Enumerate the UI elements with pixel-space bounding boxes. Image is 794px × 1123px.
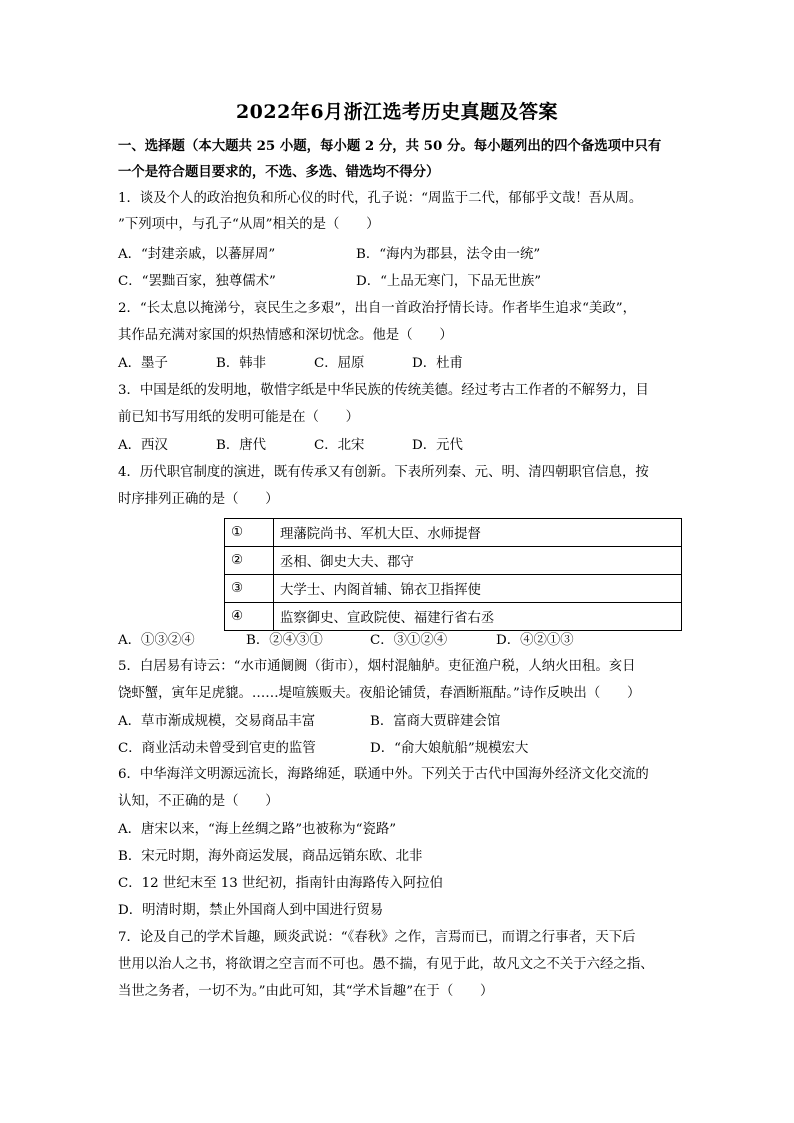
question-3-stem-line-2: 前已知书写用纸的发明可能是在（ ） [118,410,360,425]
question-3-option-d: D．元代 [412,438,463,453]
table-row-text: 大学士、内阁首辅、锦衣卫指挥使 [274,575,682,603]
section-heading-line-2: 一个是符合题目要求的，不选、多选、错选均不得分） [118,164,440,180]
question-5-option-a: A．草市渐成规模，交易商品丰富 [118,714,316,729]
table-row-number: ③ [225,575,274,603]
question-2-option-d: D．杜甫 [412,356,463,371]
question-2-option-c: C．屈原 [314,356,365,371]
question-1-stem-line-2: ”下列项中，与孔子“从周”相关的是（ ） [118,217,380,232]
question-1-option-c: C．“罢黜百家，独尊儒术” [118,274,276,289]
question-4-stem-line-1: 4．历代职官制度的演进，既有传承又有创新。下表所列秦、元、明、清四朝职官信息，按 [118,465,649,480]
question-4-stem-line-2: 时序排列正确的是（ ） [118,492,279,507]
question-5-stem-line-2: 饶虾蟹，寅年足虎貔。……堤喧簇贩夫。夜船论铺赁，春酒断瓶酤。”诗作反映出（ ） [118,686,641,701]
question-4-option-a: A．①③②④ [118,633,195,648]
question-3-option-a: A．西汉 [118,438,168,453]
table-row-text: 监察御史、宣政院使、福建行省右丞 [274,603,682,631]
table-row-number: ④ [225,603,274,631]
question-5-option-b: B．富商大贾辟建会馆 [370,714,501,729]
table-row [225,603,682,631]
question-6-option-c: C．12 世纪末至 13 世纪初，指南针由海路传入阿拉伯 [118,876,443,891]
question-3-option-b: B．唐代 [216,438,267,453]
table-row [225,575,682,603]
table-row-number: ② [225,547,274,575]
question-4-option-d: D．④②①③ [496,633,574,648]
question-7-stem-line-3: 当世之务者，一切不为。”由此可知，其“学术旨趣”在于（ ） [118,984,494,999]
question-4-option-b: B．②④③① [246,633,323,648]
question-1-option-b: B．“海内为郡县，法令由一统” [356,247,541,262]
question-2-option-a: A．墨子 [118,356,168,371]
question-6-option-d: D．明清时期，禁止外国商人到中国进行贸易 [118,903,384,918]
section-heading-line-1: 一、选择题（本大题共 25 小题，每小题 2 分，共 50 分。每小题列出的四个备选项中只有 [118,138,662,154]
question-1-option-a: A．“封建亲戚，以蕃屏周” [118,247,276,262]
question-5-option-d: D．“俞大娘航船”规模宏大 [370,741,529,756]
question-1-option-d: D．“上品无寒门，下品无世族” [356,274,542,289]
page-title: 2022年6月浙江选考历史真题及答案 [235,101,559,123]
question-1-stem-line-1: 1．谈及个人的政治抱负和所心仪的时代，孔子说：“周监于二代，郁郁乎文哉！吾从周。 [118,191,643,206]
table-row-number: ① [225,519,274,547]
table-row [225,547,682,575]
question-6-stem-line-1: 6．中华海洋文明源远流长，海路绵延，联通中外。下列关于古代中国海外经济文化交流的 [118,767,649,782]
table-row [225,519,682,547]
table-row-text: 丞相、御史大夫、郡守 [274,547,682,575]
question-3-option-c: C．北宋 [314,438,365,453]
question-7-stem-line-1: 7．论及自己的学术旨趣，顾炎武说：“《春秋》之作，言焉而已，而谓之行事者，天下后 [118,930,636,945]
official-titles-table [224,518,682,631]
question-5-stem-line-1: 5．白居易有诗云：“水市通阛阓（街市），烟村混舳舻。吏征渔户税，人纳火田租。亥日 [118,659,636,674]
question-6-option-a: A．唐宋以来，“海上丝绸之路”也被称为“瓷路” [118,822,397,837]
question-5-option-c: C．商业活动未曾受到官吏的监管 [118,741,316,756]
question-3-stem-line-1: 3．中国是纸的发明地，敬惜字纸是中华民族的传统美德。经过考古工作者的不解努力，目 [118,383,649,398]
question-2-stem-line-2: 其作品充满对家国的炽热情感和深切忧念。他是（ ） [118,328,453,343]
question-6-option-b: B．宋元时期，海外商运发展，商品远销东欧、北非 [118,849,423,864]
question-4-option-c: C．③①②④ [370,633,448,648]
question-2-stem-line-1: 2．“长太息以掩涕兮，哀民生之多艰”，出自一首政治抒情长诗。作者毕生追求“美政”， [118,301,636,316]
question-2-option-b: B．韩非 [216,356,267,371]
question-6-stem-line-2: 认知，不正确的是（ ） [118,794,279,809]
table-row-text: 理藩院尚书、军机大臣、水师提督 [274,519,682,547]
question-7-stem-line-2: 世用以治人之书，将欲谓之空言而不可也。愚不揣，有见于此，故凡文之不关于六经之指、 [118,957,654,972]
